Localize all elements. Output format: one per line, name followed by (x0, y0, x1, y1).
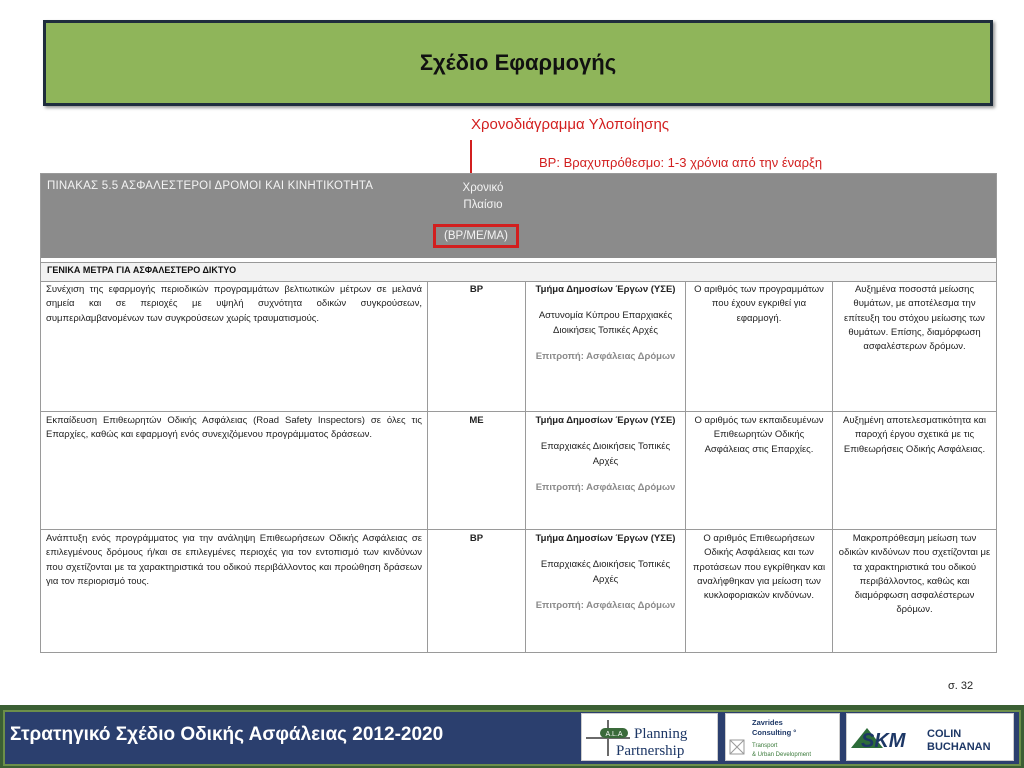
partner-agencies: Επαρχιακές Διοικήσεις Τοπικές Αρχές (540, 559, 671, 585)
skm-logo-graphic (847, 714, 1015, 762)
schedule-callout-label: Χρονοδιάγραμμα Υλοποίησης (470, 116, 670, 133)
slide-title-box (43, 20, 993, 106)
lead-agency: Τμήμα Δημοσίων Έργων (ΥΣΕ) (535, 284, 676, 295)
committee: Επιτροπή: Ασφάλειας Δρόμων (535, 350, 676, 362)
spacer (531, 546, 680, 558)
logo-text-line3: Transport (752, 743, 778, 749)
outcome-cell: Αυξημένα ποσοστά μείωσης θυμάτων, με αποτέλεσμα την επίτευξη του στόχου μείωσης των θυμάτων. Επίσης, διαμόρφωση ασφαλέστερων δρόμων. (844, 284, 985, 352)
time-frame-header-line2: Πλαίσιο (463, 198, 503, 211)
planning-partnership-logo-graphic (582, 714, 719, 762)
time-frame-cell: ΒΡ (428, 281, 526, 411)
committee: Επιτροπή: Ασφάλειας Δρόμων (535, 599, 676, 611)
time-frame-header (453, 180, 513, 213)
table-section-row (41, 262, 996, 282)
responsible-cell (526, 530, 686, 652)
outcome-cell: Αυξημένη αποτελεσματικότητα και παροχή έργου σχετικά με τις Επιθεωρήσεις Οδικής Ασφάλειας. (843, 415, 986, 455)
measure-cell: Εκπαίδευση Επιθεωρητών Οδικής Ασφάλειας (Road Safety Inspectors) σε όλες τις Επαρχίες, καθώς και εφαρμογή ενός συνεχιζόμενου προγράμματος δράσεων. (41, 412, 428, 529)
spacer (531, 297, 680, 309)
spacer (531, 338, 680, 350)
zavrides-logo-graphic (726, 714, 841, 762)
indicator-cell: Ο αριθμός των προγραμμάτων που έχουν εγκριθεί για εφαρμογή. (686, 281, 833, 411)
indicator-cell: Ο αριθμός Επιθεωρήσεων Οδικής Ασφάλειας και των προτάσεων που εγκρίθηκαν και αναλήφθηκαν για μείωση των κυκλοφοριακών κινδύνων. (686, 530, 833, 652)
logo-text-line2: Consulting ° (752, 728, 797, 737)
slide-number: σ. 32 (948, 680, 974, 692)
section-title: ΓΕΝΙΚΑ ΜΕΤΡΑ ΓΙΑ ΑΣΦΑΛΕΣΤΕΡΟ ΔΙΚΤΥΟ (47, 265, 237, 275)
time-codes-highlight: (ΒΡ/ΜΕ/ΜΑ) (433, 224, 519, 248)
logo-text-line1: Planning (634, 726, 688, 742)
spacer (531, 587, 680, 599)
legend-short-term: ΒΡ: Βραχυπρόθεσμο: 1-3 χρόνια από την έναρξη (539, 155, 823, 170)
responsible-cell (526, 412, 686, 529)
measure-cell: Συνέχιση της εφαρμογής περιοδικών προγραμμάτων βελτιωτικών μέτρων σε μελανά σημεία και σε περιοχές με υψηλή συχνότητα οδικών συγκρούσεων, συμπεριλαμβανομένων των συγκρούσεων χωρίς τραυματισμούς. (41, 281, 428, 411)
logo-text-line4: & Urban Development (752, 752, 812, 758)
table-row (41, 412, 996, 530)
logo-text-line2: COLIN (927, 728, 962, 740)
time-frame-header-line1: Χρονικό (462, 182, 504, 194)
table-row (41, 281, 996, 412)
lead-agency: Τμήμα Δημοσίων Έργων (ΥΣΕ) (535, 533, 676, 544)
lead-agency: Τμήμα Δημοσίων Έργων (ΥΣΕ) (535, 415, 676, 426)
responsible-cell (526, 281, 686, 411)
slide-title: Σχέδιο Εφαρμογής (419, 50, 617, 75)
skm-colin-buchanan-logo (846, 713, 1014, 761)
measure-cell: Ανάπτυξη ενός προγράμματος για την ανάληψη Επιθεωρήσεων Οδικής Ασφάλειας σε επιλεγμένους δρόμους ή/και σε επιλεγμένες περιοχές για τον εντοπισμό των κινδύνων που σχετίζονται με τα χαρακτηριστικά του οδικού περιβάλλοντος και προώθηση δράσεων για τον περιορισμό τους. (41, 530, 428, 652)
partner-agencies: Επαρχιακές Διοικήσεις Τοπικές Αρχές (540, 441, 671, 467)
logo-badge-text: A.L.A (605, 731, 623, 738)
time-frame-cell: ΜΕ (428, 412, 526, 529)
measures-table (40, 173, 997, 653)
logo-text-line1: SKM (861, 730, 906, 752)
logo-text-line3: BUCHANAN (927, 741, 991, 753)
planning-partnership-logo (581, 713, 718, 761)
indicator-cell: Ο αριθμός των εκπαιδευμένων Επιθεωρητών Οδικής Ασφάλειας στις Επαρχίες. (686, 412, 833, 529)
outcome-cell: Μακροπρόθεσμη μείωση των οδικών κινδύνων που σχετίζονται με τα χαρακτηριστικά του οδικού περιβάλλοντος, καθώς και διαμόρφωση ασφαλέστερων δρόμων. (838, 533, 991, 616)
spacer (531, 428, 680, 440)
table-heading: ΠΙΝΑΚΑΣ 5.5 ΑΣΦΑΛΕΣΤΕΡΟΙ ΔΡΟΜΟΙ ΚΑΙ ΚΙΝΗΤΙΚΟΤΗΤΑ (47, 180, 374, 192)
spacer (531, 469, 680, 481)
committee: Επιτροπή: Ασφάλειας Δρόμων (535, 481, 676, 493)
time-frame-cell: ΒΡ (428, 530, 526, 652)
partner-agencies: Αστυνομία Κύπρου Επαρχιακές Διοικήσεις Τοπικές Αρχές (538, 310, 673, 336)
footer-title: Στρατηγικό Σχέδιο Οδικής Ασφάλειας 2012-2020 (10, 724, 444, 745)
logo-text-line2: Partnership (616, 743, 685, 759)
logo-text-line1: Zavrides (752, 718, 783, 727)
zavrides-consulting-logo (725, 713, 840, 761)
table-row (41, 530, 996, 652)
table-header (41, 174, 996, 258)
